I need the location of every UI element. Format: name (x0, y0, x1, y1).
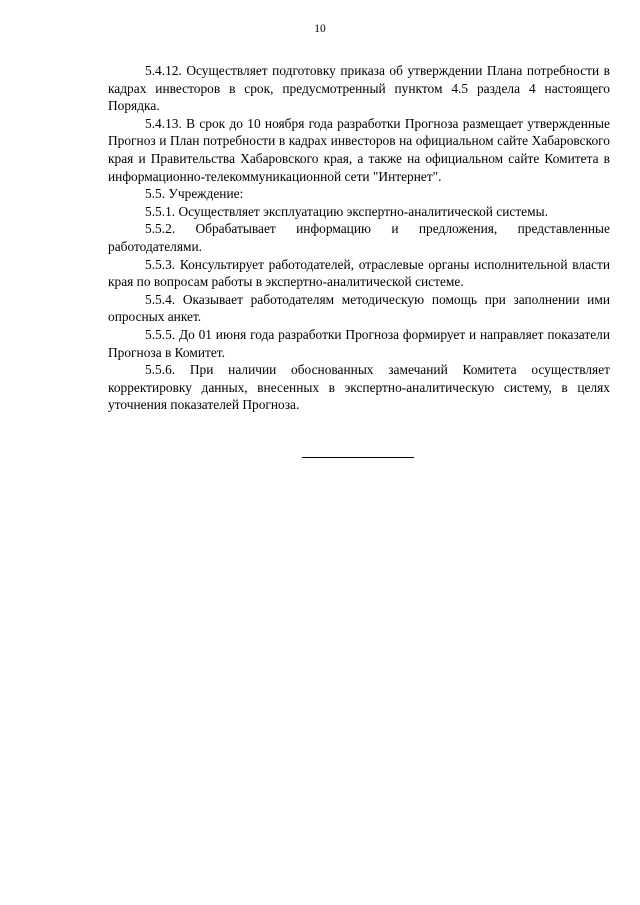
paragraph-5-5-3: 5.5.3. Консультирует работодателей, отраслевые органы исполнительной власти края по вопросам работы в экспертно-аналитической системе. (108, 256, 610, 290)
paragraph-5-5-2: 5.5.2. Обрабатывает информацию и предложения, представленные работодателями. (108, 221, 610, 254)
paragraph-5-4-13: 5.4.13. В срок до 10 ноября года разработки Прогноза размещает утвержденные Прогноз и План потребности в кадрах инвесторов на официальном сайте Хабаровского края и Правительства Хабаровского края, а также на официальном сайте Комитета в информационно-телекоммуникационной сети "Интернет". (108, 115, 610, 184)
section-heading-5-5: 5.5. Учреждение: (145, 186, 244, 202)
closing-divider-line (302, 457, 414, 458)
paragraph-5-5-4: 5.5.4. Оказывает работодателям методическую помощь при заполнении ими опросных анкет. (108, 291, 610, 325)
page-number: 10 (314, 23, 326, 35)
document-body (108, 62, 610, 414)
paragraph-5-5-6: 5.5.6. При наличии обоснованных замечаний Комитета осуществляет корректировку данных, внесенных в экспертно-аналитическую систему, в целях уточнения показателей Прогноза. (108, 362, 610, 413)
paragraph-5-5-1: 5.5.1. Осуществляет эксплуатацию экспертно-аналитической системы. (145, 203, 548, 219)
paragraph-5-4-12: 5.4.12. Осуществляет подготовку приказа об утверждении Плана потребности в кадрах инвесторов в срок, предусмотренный пунктом 4.5 раздела 4 настоящего Порядка. (108, 63, 610, 114)
paragraph-5-5-5: 5.5.5. До 01 июня года разработки Прогноза формирует и направляет показатели Прогноза в Комитет. (108, 326, 610, 360)
